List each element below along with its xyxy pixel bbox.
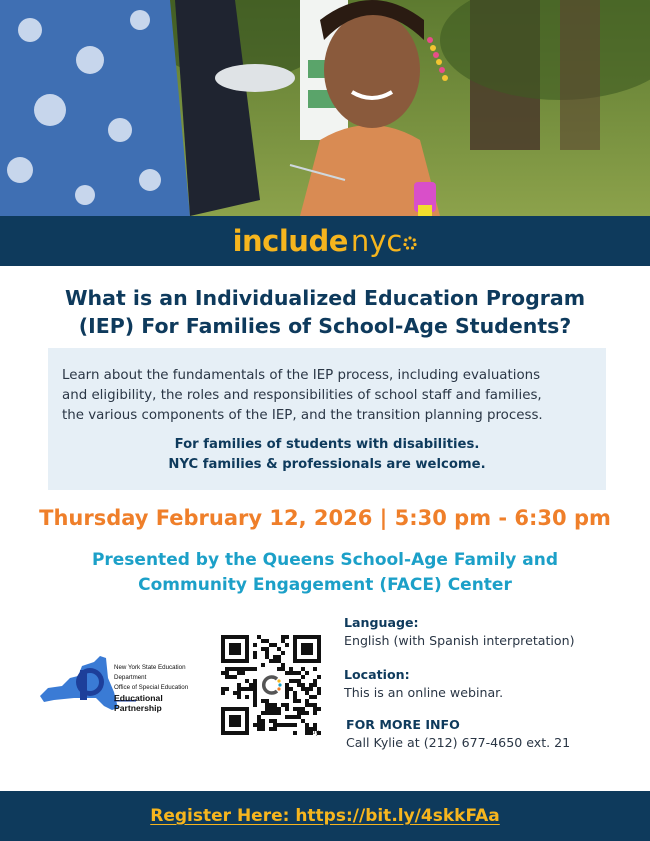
more-info-label: FOR MORE INFO: [346, 717, 460, 732]
description-line-2: and eligibility, the roles and responsibilities of school staff and families,: [62, 388, 542, 403]
title-line-2: (IEP) For Families of School-Age Students?: [78, 314, 572, 338]
qr-code-graphic: [220, 634, 322, 736]
presenter-credit: [60, 548, 590, 598]
description-line-1: Learn about the fundamentals of the IEP process, including evaluations: [62, 368, 541, 383]
location-value: This is an online webinar.: [344, 685, 504, 700]
description-line-3: the various components of the IEP, and the transition planning process.: [62, 408, 543, 423]
description-text: [62, 366, 592, 426]
hero-photo: [0, 0, 650, 216]
more-info-block: [346, 716, 636, 752]
hero-illustration: [0, 0, 650, 216]
logo-include-text: include: [232, 224, 348, 258]
presenter-line-1: Presented by the Queens School-Age Family and: [91, 550, 559, 570]
description-box: [48, 348, 606, 490]
location-block: [344, 666, 634, 702]
nysed-line-2: Office of Special Education: [114, 684, 189, 691]
audience-line-2: NYC families & professionals are welcome.: [168, 457, 486, 472]
nysed-line-1: New York State Education Department: [114, 664, 186, 681]
title-line-1: What is an Individualized Education Program: [64, 286, 586, 310]
nysed-text: [114, 663, 202, 713]
includenyc-logo: [233, 224, 418, 258]
register-link[interactable]: Register Here: https://bit.ly/4skkFAa: [150, 806, 500, 826]
location-label: Location:: [344, 667, 410, 682]
language-label: Language:: [344, 615, 419, 630]
qr-code-icon[interactable]: [220, 634, 322, 736]
language-block: [344, 614, 634, 650]
register-bar: [0, 791, 650, 841]
brand-band: [0, 216, 650, 266]
nysed-line-3: Educational Partnership: [114, 693, 163, 713]
nysed-partnership-logo: [34, 648, 202, 718]
page-title: [20, 284, 630, 340]
more-info-value: Call Kylie at (212) 677-4650 ext. 21: [346, 735, 571, 750]
audience-line-1: For families of students with disabilities.: [174, 437, 480, 452]
audience-note: [62, 435, 592, 475]
presenter-line-2: Community Engagement (FACE) Center: [138, 575, 512, 595]
sunburst-icon: [403, 236, 417, 250]
event-date-time: Thursday February 12, 2026 | 5:30 pm - 6:30 pm: [39, 506, 611, 530]
qr-caption: bitly: [305, 729, 319, 736]
language-value: English (with Spanish interpretation): [344, 633, 575, 648]
logo-nyc-text: nyc: [350, 224, 403, 258]
